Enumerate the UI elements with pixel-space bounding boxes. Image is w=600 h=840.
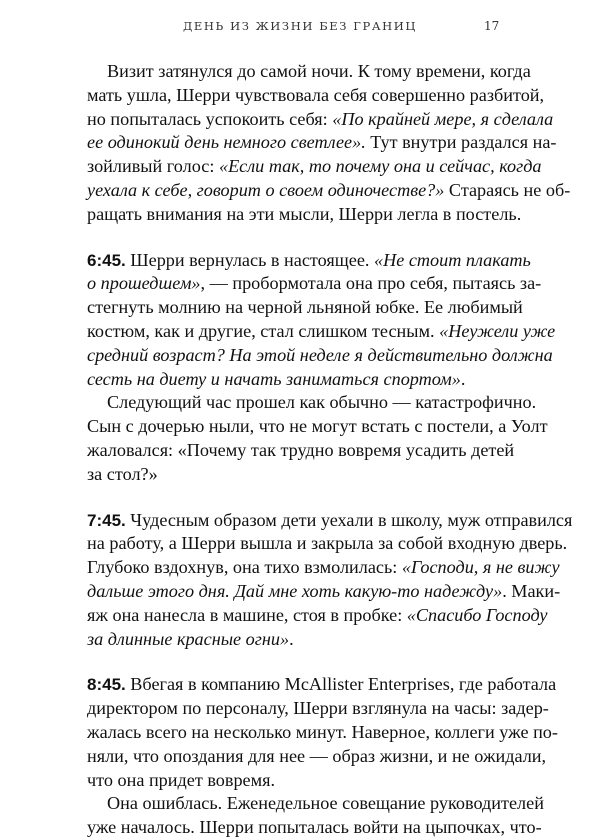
- text-line: зойливый голос: «Если так, то почему она и сейчас, когда: [87, 156, 542, 177]
- text-line: стегнуть молнию на черной льняной юбке. Ее любимый: [87, 297, 523, 318]
- text-line: средний возраст? На этой неделе я действительно должна: [87, 344, 553, 365]
- text-line: за стол?»: [87, 463, 158, 484]
- paragraph: [87, 391, 548, 486]
- text-line: 6:45. Шерри вернулась в настоящее. «Не стоит плакать: [87, 249, 531, 270]
- text-line: что она придет вовремя.: [87, 769, 276, 790]
- time-stamp: 8:45.: [87, 675, 126, 695]
- text-line: ращать внимания на эти мысли, Шерри легла в постель.: [87, 203, 522, 224]
- text-line: за длинные красные огни».: [87, 628, 294, 649]
- text-line: ее одинокий день немного светлее». Тут внутри раздался на-: [87, 132, 557, 153]
- paragraph: [87, 249, 556, 392]
- text-line: жаловался: «Почему так трудно вовремя усадить детей: [87, 439, 515, 460]
- text-line: жалась всего на несколько минут. Наверное, коллеги уже по-: [87, 721, 558, 742]
- text-line: уже началось. Шерри попыталась войти на цыпочках, что-: [87, 817, 542, 838]
- time-stamp: 6:45.: [87, 250, 126, 270]
- text-line: но попыталась успокоить себя: «По крайней мере, я сделала: [87, 108, 554, 129]
- text-line: мать ушла, Шерри чувствовала себя совершенно разбитой,: [87, 84, 545, 105]
- paragraph: [87, 509, 573, 652]
- text-line: 8:45. Вбегая в компанию McAllister Enterprises, где работала: [87, 674, 557, 695]
- text-line: няли, что опоздания для нее — образ жизни, и не ожидали,: [87, 745, 547, 766]
- text-line: сесть на диету и начать заниматься спортом».: [87, 368, 466, 389]
- text-line: уехала к себе, говорит о своем одиночестве?» Стараясь не об-: [87, 179, 571, 200]
- text-line: Следующий час прошел как обычно — катастрофично.: [107, 392, 537, 413]
- time-stamp: 7:45.: [87, 510, 126, 530]
- text-line: дальше этого дня. Дай мне хоть какую-то надежду». Маки-: [87, 580, 561, 601]
- running-title: ДЕНЬ ИЗ ЖИЗНИ БЕЗ ГРАНИЦ: [182, 19, 418, 33]
- running-header: [0, 19, 600, 39]
- text-line: яж она нанесла в машине, стоя в пробке: «Спасибо Господу: [87, 604, 548, 625]
- text-line: о прошедшем», — пробормотала она про себя, пытаясь за-: [87, 273, 542, 294]
- text-line: костюм, как и другие, стал слишком тесным. «Неужели уже: [87, 320, 556, 341]
- paragraph: [87, 792, 544, 840]
- page-number: 17: [484, 19, 500, 33]
- text-line: Сын с дочерью ныли, что не могут встать с постели, а Уолт: [87, 416, 548, 437]
- text-line: Визит затянулся до самой ночи. К тому времени, когда: [107, 61, 531, 81]
- text-line: 7:45. Чудесным образом дети уехали в школу, муж отправился: [87, 509, 573, 530]
- text-line: Она ошиблась. Еженедельное совещание руководителей: [107, 793, 544, 814]
- text-line: на работу, а Шерри вышла и закрыла за собой входную дверь.: [87, 533, 568, 554]
- paragraph: [87, 60, 571, 227]
- paragraph: [87, 673, 558, 792]
- text-line: Глубоко вздохнув, она тихо взмолилась: «Господи, я не вижу: [87, 557, 560, 578]
- body-text: [87, 60, 573, 840]
- text-line: директором по персоналу, Шерри взглянула на часы: задер-: [87, 698, 549, 719]
